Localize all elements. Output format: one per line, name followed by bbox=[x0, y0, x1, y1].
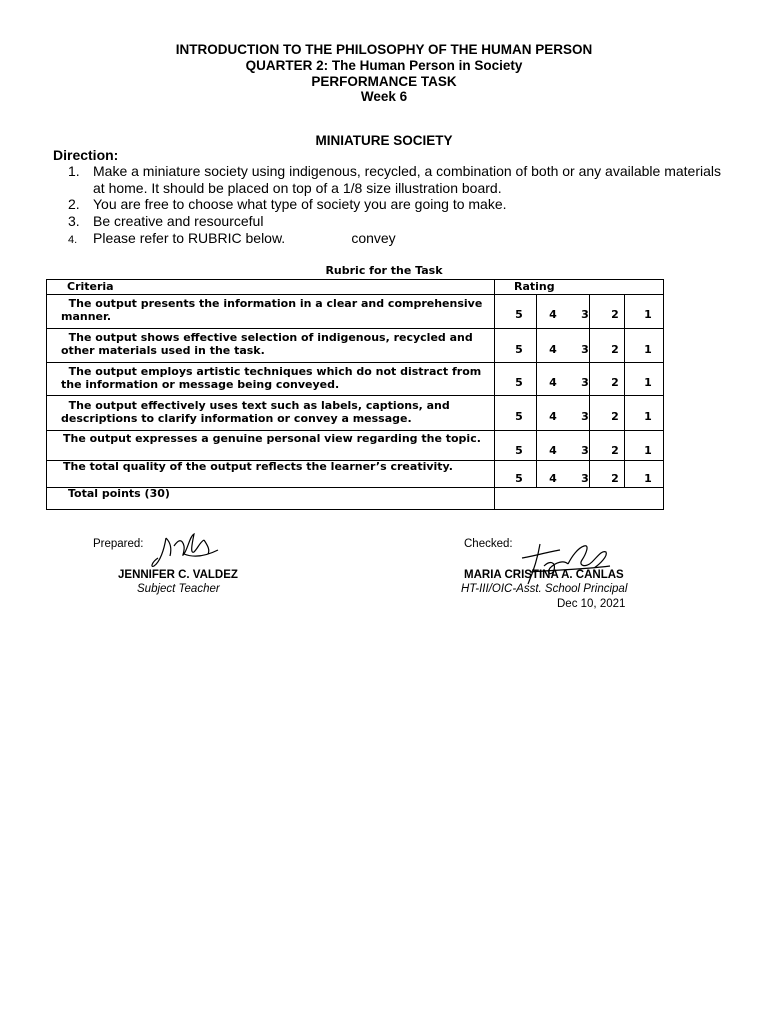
rating-5: 5 bbox=[515, 444, 523, 457]
direction-label: Direction: bbox=[53, 147, 119, 163]
rating-4: 4 bbox=[549, 472, 557, 485]
direction-item-4 bbox=[68, 230, 738, 249]
criteria-text-6: The total quality of the output reflects the learner’s creativity. bbox=[63, 460, 453, 473]
course-title: INTRODUCTION TO THE PHILOSOPHY OF THE HUMAN PERSON bbox=[175, 42, 593, 57]
week-label: Week 6 bbox=[360, 89, 408, 104]
rating-4: 4 bbox=[549, 410, 557, 423]
total-points-label: Total points (30) bbox=[68, 487, 170, 500]
rating-4: 4 bbox=[549, 308, 557, 321]
rating-2: 2 bbox=[611, 376, 619, 389]
row-divider bbox=[47, 430, 663, 431]
rating-5: 5 bbox=[515, 410, 523, 423]
direction-item-2 bbox=[68, 196, 738, 213]
row-divider bbox=[47, 395, 663, 396]
rating-2: 2 bbox=[611, 343, 619, 356]
checked-name: MARIA CRISTINA A. CANLAS bbox=[464, 569, 624, 581]
direction-item-text: You are free to choose what type of society you are going to make. bbox=[93, 196, 507, 212]
rating-3: 3 bbox=[581, 410, 589, 423]
direction-item-number: 1. bbox=[68, 163, 80, 179]
rating-column-divider bbox=[589, 294, 590, 487]
rating-5: 5 bbox=[515, 308, 523, 321]
rating-1: 1 bbox=[644, 376, 652, 389]
rating-5: 5 bbox=[515, 472, 523, 485]
rating-column-divider bbox=[624, 294, 625, 487]
prepared-role: Subject Teacher bbox=[137, 583, 220, 595]
rating-3: 3 bbox=[581, 308, 589, 321]
direction-item-1 bbox=[68, 163, 738, 196]
prepared-name: JENNIFER C. VALDEZ bbox=[118, 569, 238, 581]
direction-item-3 bbox=[68, 213, 738, 230]
rating-2: 2 bbox=[611, 444, 619, 457]
rating-4: 4 bbox=[549, 343, 557, 356]
checked-date: Dec 10, 2021 bbox=[557, 598, 626, 610]
rating-1: 1 bbox=[644, 308, 652, 321]
direction-item-number: 4. bbox=[68, 234, 78, 246]
rating-5: 5 bbox=[515, 343, 523, 356]
rating-2: 2 bbox=[611, 308, 619, 321]
rating-1: 1 bbox=[644, 472, 652, 485]
direction-item-text: Make a miniature society using indigenous, recycled, a combination of both or any available materials at home. It should be placed on top of a 1/8 size illustration board. bbox=[93, 163, 722, 196]
rating-3: 3 bbox=[581, 376, 589, 389]
row-divider bbox=[47, 328, 663, 329]
criteria-text-1: The output presents the information in a clear and comprehensive manner. bbox=[61, 297, 483, 323]
criteria-text-2: The output shows effective selection of indigenous, recycled and other materials used in the task. bbox=[61, 331, 473, 357]
checked-role: HT-III/OIC-Asst. School Principal bbox=[461, 583, 628, 595]
criteria-text-3: The output employs artistic techniques which do not distract from the information or message being conveyed. bbox=[61, 365, 482, 391]
quarter-title: QUARTER 2: The Human Person in Society bbox=[245, 58, 523, 73]
checked-label: Checked: bbox=[464, 538, 513, 550]
rating-1: 1 bbox=[644, 444, 652, 457]
rubric-title: Rubric for the Task bbox=[325, 264, 443, 277]
rating-5: 5 bbox=[515, 376, 523, 389]
rubric-table bbox=[46, 279, 664, 510]
prepared-label: Prepared: bbox=[93, 538, 144, 550]
criteria-text-4: The output effectively uses text such as labels, captions, and descriptions to clarify information or convey a message. bbox=[61, 399, 450, 425]
rating-2: 2 bbox=[611, 410, 619, 423]
task-title: MINIATURE SOCIETY bbox=[315, 133, 453, 148]
rating-3: 3 bbox=[581, 444, 589, 457]
prepared-signature bbox=[148, 528, 228, 573]
rating-1: 1 bbox=[644, 343, 652, 356]
rating-3: 3 bbox=[581, 472, 589, 485]
direction-item-text: Please refer to RUBRIC below. convey bbox=[93, 230, 396, 246]
task-type: PERFORMANCE TASK bbox=[311, 74, 457, 89]
rating-4: 4 bbox=[549, 444, 557, 457]
rating-2: 2 bbox=[611, 472, 619, 485]
rating-1: 1 bbox=[644, 410, 652, 423]
direction-item-number: 2. bbox=[68, 196, 80, 212]
row-divider bbox=[47, 294, 663, 295]
direction-item-number: 3. bbox=[68, 213, 80, 229]
criteria-header: Criteria bbox=[67, 280, 114, 293]
row-divider bbox=[47, 362, 663, 363]
rating-header: Rating bbox=[514, 280, 555, 293]
criteria-text-5: The output expresses a genuine personal view regarding the topic. bbox=[63, 432, 481, 445]
rating-3: 3 bbox=[581, 343, 589, 356]
rating-4: 4 bbox=[549, 376, 557, 389]
rating-column-divider bbox=[536, 294, 537, 487]
direction-item-text: Be creative and resourceful bbox=[93, 213, 264, 229]
